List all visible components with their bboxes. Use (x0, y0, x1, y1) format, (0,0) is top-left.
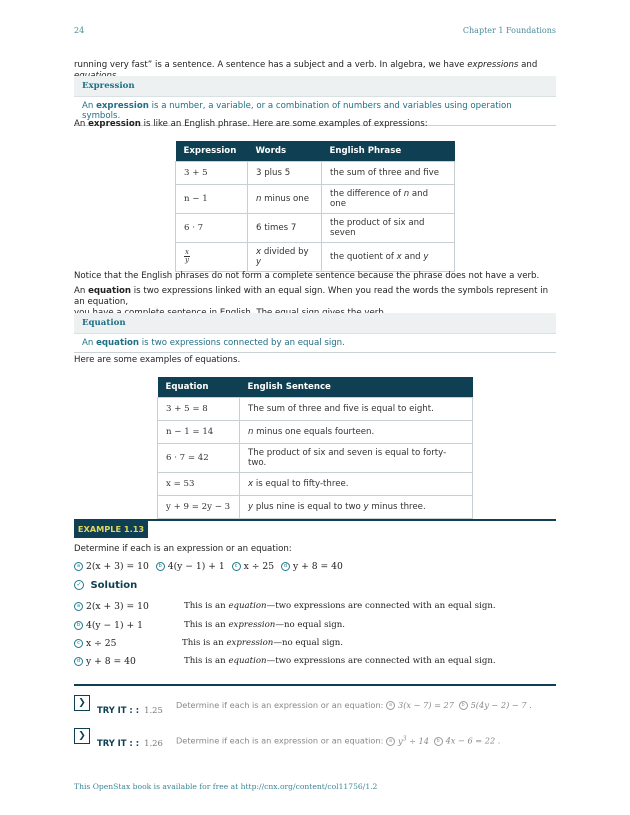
chapter-title: Chapter 1 Foundations (462, 26, 556, 35)
table-row: $\frac{x}{y}$ x divided by y the quotient of x and y (176, 243, 455, 272)
expressions-table (175, 141, 455, 272)
solution-expression: a 2(x + 3) = 10 (74, 601, 149, 612)
try-it-1-25-label: TRY IT : : 1.25 (97, 705, 163, 715)
solution-text: This is an equation—two expressions are connected with an equal sign. (184, 656, 496, 666)
equations-intro: Here are some examples of equations. (74, 355, 241, 365)
equation-paragraph: An equation is two expressions linked with an equal sign. When you read the words the symbols represent in an equation, (74, 286, 549, 307)
solution-expression: c x ÷ 25 (74, 638, 116, 649)
column-header: Words (248, 141, 322, 162)
solution-heading: ✓ Solution (74, 580, 137, 591)
chevron-right-icon[interactable]: ❯ (74, 695, 90, 711)
label-a-icon: a (74, 562, 83, 571)
table-row: 3 + 5 3 plus 5 the sum of three and five (176, 162, 455, 185)
solution-text: This is an expression—no equal sign. (184, 620, 346, 630)
table-row: n − 1 = 14 n minus one equals fourteen. (158, 421, 473, 444)
try-it-1-25-text: Determine if each is an expression or an equation: a 3(x − 7) = 27 b 5(4y − 2) − 7 . (176, 700, 532, 710)
page-number: 24 (74, 26, 85, 35)
table-row: 6 · 7 = 42 The product of six and seven is equal to forty-two. (158, 444, 473, 473)
definition-body: An equation is two expressions connected by an equal sign. (74, 333, 556, 353)
example-prompt: Determine if each is an expression or an equation: (74, 544, 292, 554)
definition-body: An expression is a number, a variable, or a combination of numbers and variables using operation symbols. (74, 96, 556, 126)
column-header: English Phrase (322, 141, 455, 162)
expression-intro: An expression is like an English phrase. Here are some examples of expressions: (74, 119, 428, 129)
column-header: English Sentence (240, 377, 473, 398)
solution-expression: d y + 8 = 40 (74, 656, 136, 667)
label-d-icon: d (281, 562, 290, 571)
table-row: 6 · 7 6 times 7 the product of six and seven (176, 214, 455, 243)
footer-notice: This OpenStax book is available for free at http://cnx.org/content/col11756/1.2 (74, 782, 378, 791)
column-header: Expression (176, 141, 248, 162)
chevron-right-icon[interactable]: ❯ (74, 728, 90, 744)
try-it-1-26-label: TRY IT : : 1.26 (97, 738, 163, 748)
solution-text: This is an equation—two expressions are connected with an equal sign. (184, 601, 496, 611)
table-row: x = 53 x is equal to fifty-three. (158, 473, 473, 496)
check-icon: ✓ (74, 580, 84, 590)
try-it-rule (74, 684, 556, 686)
intro-paragraph: running very fast” is a sentence. A sentence has a subject and a verb. In algebra, we have expressions and (74, 60, 538, 70)
solution-expression: b 4(y − 1) + 1 (74, 620, 143, 631)
table-row: 3 + 5 = 8 The sum of three and five is equal to eight. (158, 398, 473, 421)
equation-definition-box (74, 313, 556, 353)
solution-text: This is an expression—no equal sign. (182, 638, 344, 648)
table-row: y + 9 = 2y − 3 y plus nine is equal to two y minus three. (158, 496, 473, 519)
notice-paragraph: Notice that the English phrases do not form a complete sentence because the phrase does not have a verb. (74, 271, 540, 281)
fraction: $\frac{x}{y}$ (184, 248, 189, 264)
definition-title: Expression (74, 76, 556, 96)
label-b-icon: b (156, 562, 165, 571)
definition-title: Equation (74, 313, 556, 333)
try-it-1-26-text: Determine if each is an expression or an equation: a $y^3 \div 14$ b 4x − 6 = 22 . (176, 735, 501, 746)
equations-table (157, 377, 473, 519)
table-row: n − 1 n minus one the difference of n and one (176, 185, 455, 214)
label-c-icon: c (232, 562, 241, 571)
example-tag: EXAMPLE 1.13 (74, 521, 148, 538)
column-header: Equation (158, 377, 240, 398)
example-items: a 2(x + 3) = 10 b 4(y − 1) + 1 c x ÷ 25 d y + 8 = 40 (74, 561, 343, 572)
